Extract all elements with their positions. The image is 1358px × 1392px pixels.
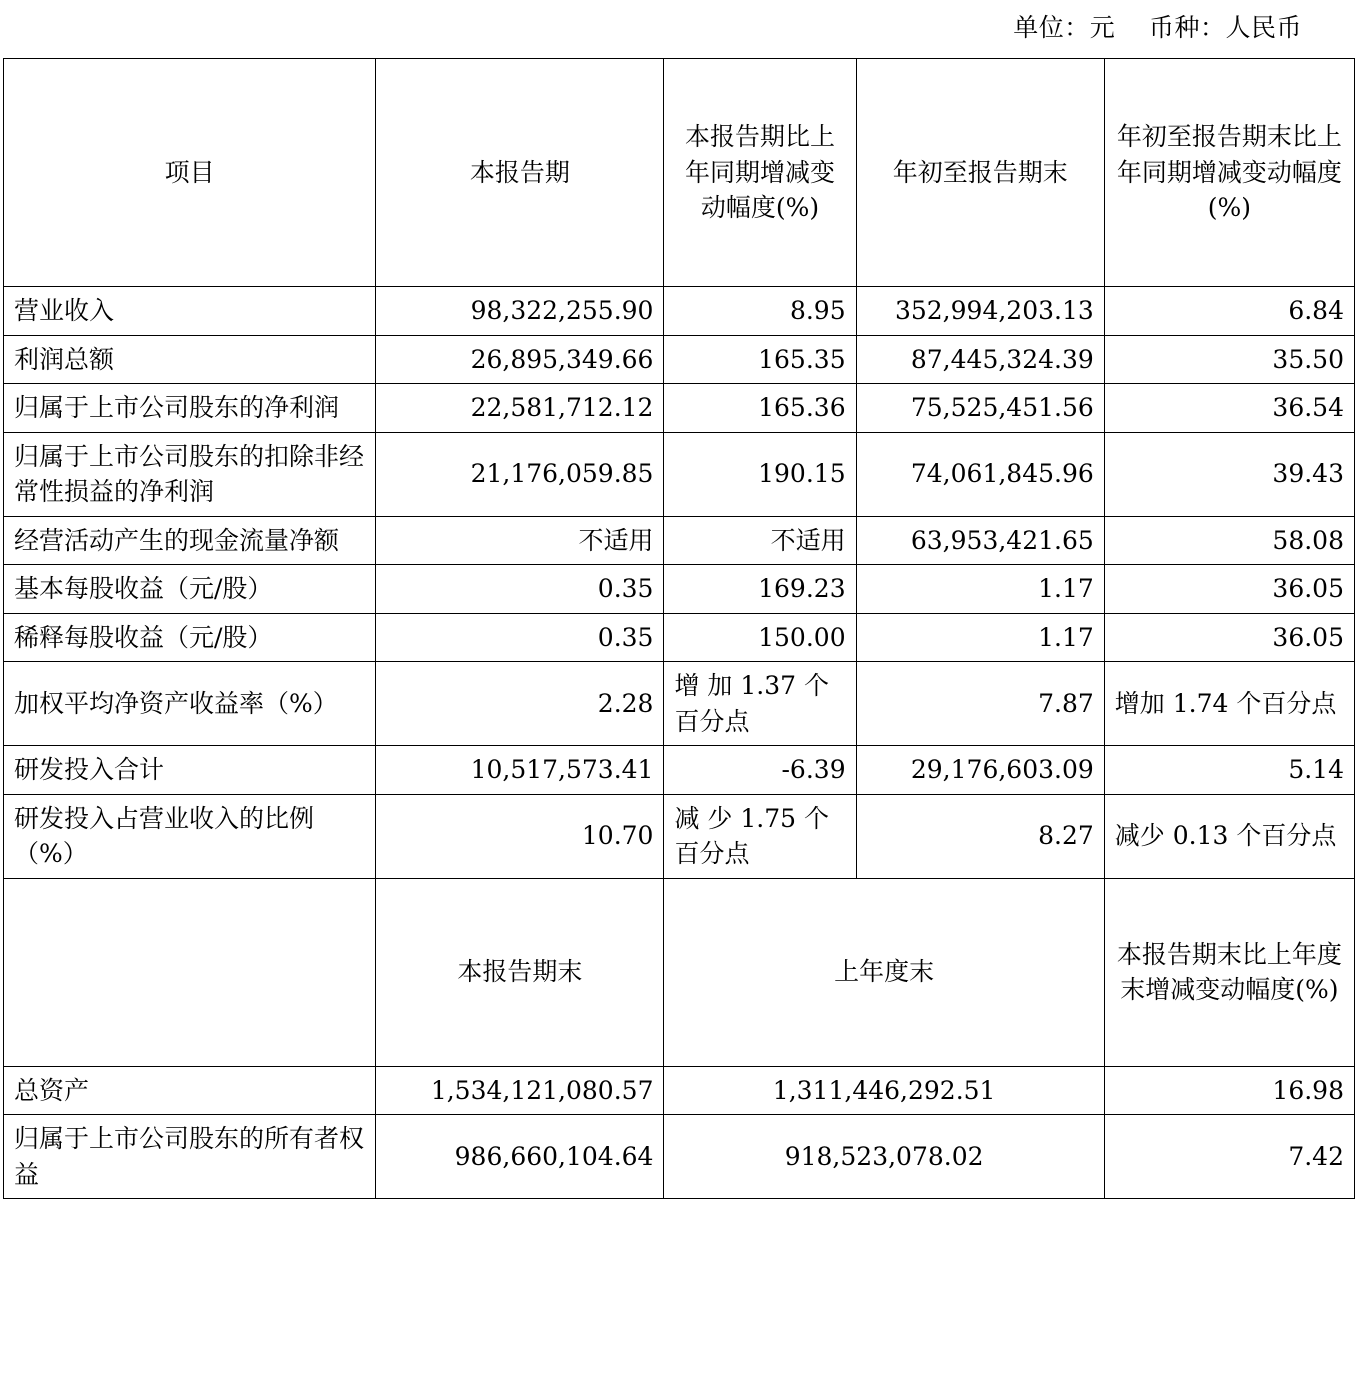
row-current: 22,581,712.12: [376, 384, 664, 433]
section2-header-row: [4, 878, 1355, 1066]
row-current-pct: 150.00: [664, 613, 856, 662]
header-ytd: 年初至报告期末: [856, 59, 1104, 287]
table-row: [4, 565, 1355, 614]
row-ytd: 1.17: [856, 613, 1104, 662]
row-current-pct: 不适用: [664, 516, 856, 565]
header-current-change-pct: 本报告期比上年同期增减变动幅度(%): [664, 59, 856, 287]
row-current: 98,322,255.90: [376, 287, 664, 336]
row-ytd-pct: 36.54: [1104, 384, 1354, 433]
unit-currency-note: 单位：元 币种：人民币: [1013, 13, 1302, 42]
row-change-pct: 7.42: [1104, 1115, 1354, 1199]
row-current-pct: -6.39: [664, 746, 856, 795]
row-ytd: 87,445,324.39: [856, 335, 1104, 384]
table-row: [4, 516, 1355, 565]
row-label: 归属于上市公司股东的所有者权益: [4, 1115, 376, 1199]
row-current-pct: 190.15: [664, 432, 856, 516]
row-change-pct: 16.98: [1104, 1066, 1354, 1115]
row-ytd: 29,176,603.09: [856, 746, 1104, 795]
row-label: 加权平均净资产收益率（%）: [4, 662, 376, 746]
financial-summary-table: [3, 58, 1355, 1199]
table-row: [4, 335, 1355, 384]
row-last-year-end: 1,311,446,292.51: [664, 1066, 1104, 1115]
table-row: [4, 1115, 1355, 1199]
row-current: 不适用: [376, 516, 664, 565]
row-label: 稀释每股收益（元/股）: [4, 613, 376, 662]
row-ytd: 7.87: [856, 662, 1104, 746]
section2-header-last-year-end: 上年度末: [664, 878, 1104, 1066]
row-current: 26,895,349.66: [376, 335, 664, 384]
row-ytd: 1.17: [856, 565, 1104, 614]
row-label: 总资产: [4, 1066, 376, 1115]
row-ytd-pct: 6.84: [1104, 287, 1354, 336]
row-label: 营业收入: [4, 287, 376, 336]
row-ytd-pct: 39.43: [1104, 432, 1354, 516]
row-current: 10.70: [376, 794, 664, 878]
row-ytd: 8.27: [856, 794, 1104, 878]
row-current: 10,517,573.41: [376, 746, 664, 795]
row-current: 0.35: [376, 613, 664, 662]
header-item: 项目: [4, 59, 376, 287]
row-label: 研发投入合计: [4, 746, 376, 795]
row-period-end: 1,534,121,080.57: [376, 1066, 664, 1115]
row-current-pct: 减 少 1.75 个百分点: [664, 794, 856, 878]
row-period-end: 986,660,104.64: [376, 1115, 664, 1199]
row-current: 0.35: [376, 565, 664, 614]
section2-header-period-end: 本报告期末: [376, 878, 664, 1066]
row-current-pct: 169.23: [664, 565, 856, 614]
row-current: 2.28: [376, 662, 664, 746]
row-last-year-end: 918,523,078.02: [664, 1115, 1104, 1199]
table-row: [4, 662, 1355, 746]
row-label: 利润总额: [4, 335, 376, 384]
row-ytd: 74,061,845.96: [856, 432, 1104, 516]
table-header-row: [4, 59, 1355, 287]
row-ytd-pct: 35.50: [1104, 335, 1354, 384]
row-current-pct: 165.36: [664, 384, 856, 433]
row-label: 归属于上市公司股东的扣除非经常性损益的净利润: [4, 432, 376, 516]
row-current-pct: 165.35: [664, 335, 856, 384]
row-label: 研发投入占营业收入的比例（%）: [4, 794, 376, 878]
row-ytd: 352,994,203.13: [856, 287, 1104, 336]
row-ytd-pct: 5.14: [1104, 746, 1354, 795]
table-row: [4, 287, 1355, 336]
section2-header-item: [4, 878, 376, 1066]
row-ytd-pct: 58.08: [1104, 516, 1354, 565]
table-row: [4, 1066, 1355, 1115]
table-row: [4, 384, 1355, 433]
row-ytd: 63,953,421.65: [856, 516, 1104, 565]
section2-header-change-pct: 本报告期末比上年度末增减变动幅度(%): [1104, 878, 1354, 1066]
row-ytd-pct: 减少 0.13 个百分点: [1104, 794, 1354, 878]
row-ytd: 75,525,451.56: [856, 384, 1104, 433]
header-current-period: 本报告期: [376, 59, 664, 287]
row-label: 基本每股收益（元/股）: [4, 565, 376, 614]
row-current-pct: 8.95: [664, 287, 856, 336]
row-ytd-pct: 36.05: [1104, 613, 1354, 662]
table-row: [4, 794, 1355, 878]
row-current: 21,176,059.85: [376, 432, 664, 516]
row-ytd-pct: 增加 1.74 个百分点: [1104, 662, 1354, 746]
table-row: [4, 613, 1355, 662]
row-ytd-pct: 36.05: [1104, 565, 1354, 614]
table-row: [4, 746, 1355, 795]
row-label: 经营活动产生的现金流量净额: [4, 516, 376, 565]
row-label: 归属于上市公司股东的净利润: [4, 384, 376, 433]
table-row: [4, 432, 1355, 516]
header-ytd-change-pct: 年初至报告期末比上年同期增减变动幅度(%): [1104, 59, 1354, 287]
row-current-pct: 增 加 1.37 个百分点: [664, 662, 856, 746]
